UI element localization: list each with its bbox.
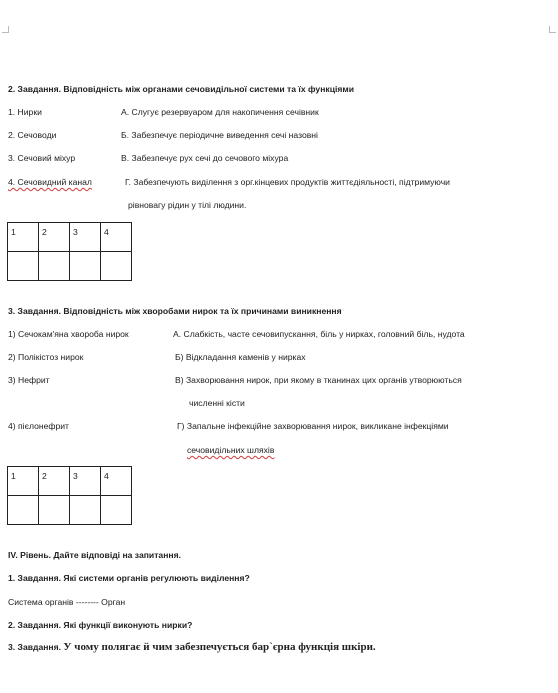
task3-item-2-right: Б) Відкладання каменів у нирках	[175, 352, 306, 362]
task3-item-1-right: А. Слабкість, часте сечовипускання, біль у нирках, головний біль, нудота	[173, 329, 465, 339]
task3-item-2-left: 2) Полікістоз нирок	[8, 352, 84, 362]
answer-cell[interactable]	[8, 252, 39, 281]
answer-header-cell: 1	[8, 223, 39, 252]
answer-cell[interactable]	[101, 496, 132, 525]
task3-answer-table	[7, 466, 132, 525]
answer-header-cell: 1	[8, 467, 39, 496]
answer-header-cell: 3	[70, 223, 101, 252]
task3-item-3-left: 3) Нефрит	[8, 375, 50, 385]
level4-question-1-answer: Система органів -------- Орган	[8, 597, 126, 607]
level4-question-1: 1. Завдання. Які системи органів регулюють виділення?	[8, 573, 250, 583]
task2-item-3-left: 3. Сечовий міхур	[8, 153, 76, 163]
page-corner-mark-left	[2, 26, 9, 33]
answer-header-cell: 4	[101, 223, 132, 252]
task2-heading: 2. Завдання. Відповідність між органами сечовидільної системи та їх функціями	[8, 84, 355, 94]
level4-question-3-label: 3. Завдання.	[8, 642, 62, 652]
task3-item-4-right-cont: сечовидільних шляхів	[187, 445, 275, 455]
level4-question-3-text: У чому полягає й чим забезпечується бар`єрна функція шкіри.	[63, 641, 376, 653]
task3-item-4-left: 4) пієлонефрит	[8, 421, 69, 431]
task2-item-3-right: В. Забезпечує рух сечі до сечового міхура	[121, 153, 289, 163]
task2-item-1-right: А. Слугує резервуаром для накопичення сечівник	[121, 107, 319, 117]
task3-item-4-right: Г) Запальне інфекційне захворювання нирок, викликане інфекціями	[177, 421, 449, 431]
answer-header-cell: 2	[39, 223, 70, 252]
answer-cell[interactable]	[8, 496, 39, 525]
answer-cell[interactable]	[70, 496, 101, 525]
level4-heading: IV. Рівень. Дайте відповіді на запитання.	[8, 550, 181, 560]
level4-question-2: 2. Завдання. Які функції виконують нирки?	[8, 620, 193, 630]
task2-item-1-left: 1. Нирки	[8, 107, 42, 117]
table-row	[8, 252, 132, 281]
task3-heading: 3. Завдання. Відповідність між хворобами нирок та їх причинами виникнення	[8, 306, 342, 316]
task2-item-4-left: 4. Сечовидний канал	[8, 177, 92, 187]
task2-item-2-left: 2. Сечоводи	[8, 130, 57, 140]
answer-header-cell: 4	[101, 467, 132, 496]
answer-cell[interactable]	[39, 496, 70, 525]
task3-item-3-right-cont: численні кісти	[189, 398, 245, 408]
answer-cell[interactable]	[39, 252, 70, 281]
task2-answer-table	[7, 222, 132, 281]
answer-cell[interactable]	[101, 252, 132, 281]
page-corner-mark-right	[549, 26, 556, 33]
level4-question-3	[8, 641, 376, 653]
table-row	[8, 467, 132, 496]
answer-header-cell: 3	[70, 467, 101, 496]
table-row	[8, 496, 132, 525]
answer-header-cell: 2	[39, 467, 70, 496]
table-row	[8, 223, 132, 252]
task3-item-1-left: 1) Сечокам'яна хвороба нирок	[8, 329, 129, 339]
task2-item-4-right-cont: рівновагу рідин у тілі людини.	[128, 200, 247, 210]
task2-item-2-right: Б. Забезпечує періодичне виведення сечі назовні	[121, 130, 318, 140]
task3-item-3-right: В) Захворювання нирок, при якому в тканинах цих органів утворюються	[175, 375, 462, 385]
task2-item-4-right: Г. Забезпечують виділення з орг.кінцевих продуктів життєдіяльності, підтримуючи	[125, 177, 450, 187]
answer-cell[interactable]	[70, 252, 101, 281]
